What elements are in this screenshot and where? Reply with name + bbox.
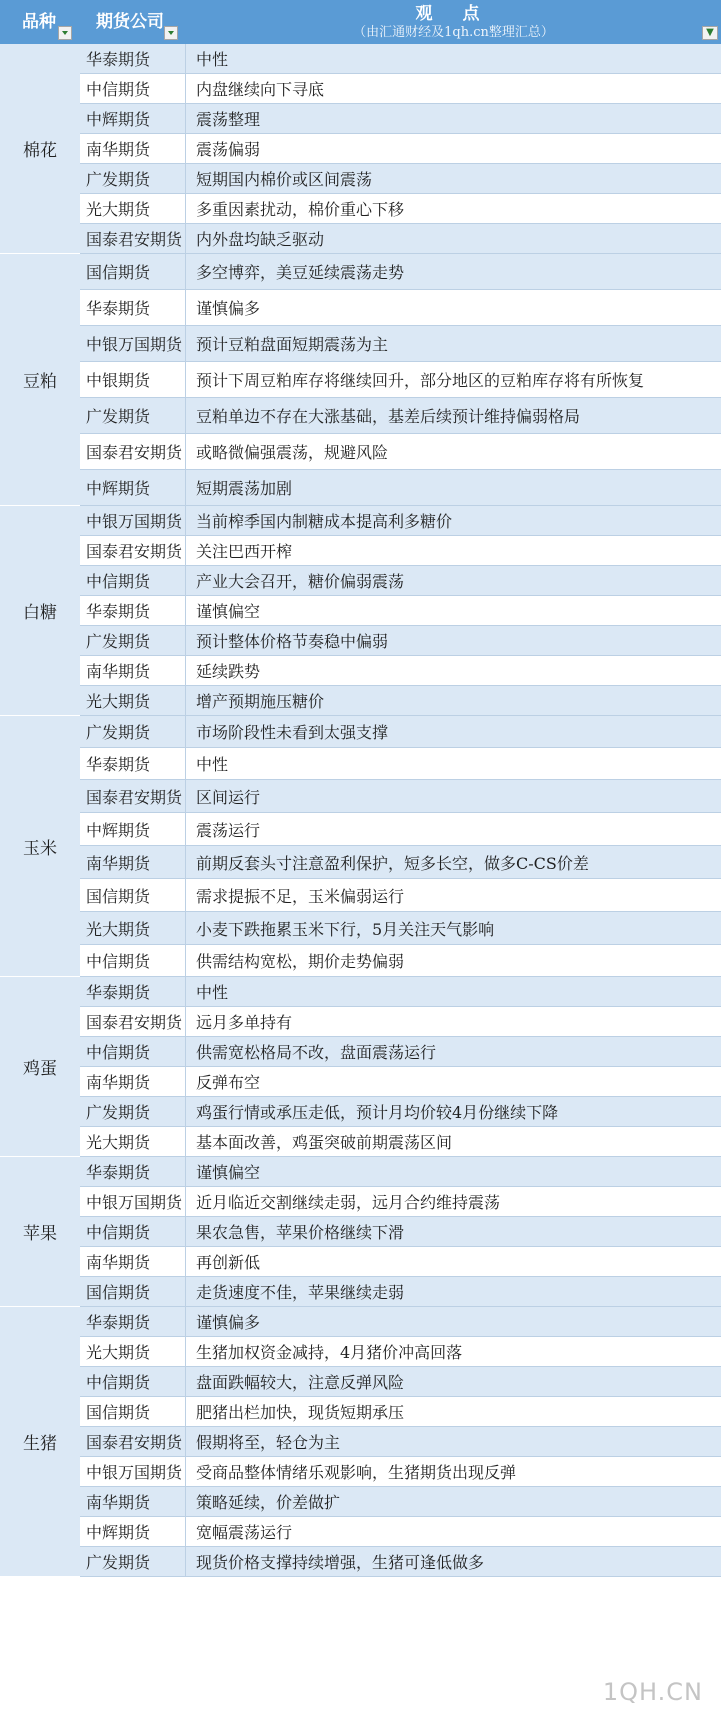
view-cell: 供需宽松格局不改，盘面震荡运行 [196,1043,437,1062]
view-cell: 多重因素扰动，棉价重心下移 [196,200,405,219]
view-cell: 中性 [196,50,229,69]
view-cell: 盘面跌幅较大，注意反弹风险 [196,1373,405,1392]
company-cell: 华泰期货 [80,44,186,73]
company-cell: 南华期货 [80,1247,186,1276]
company-cell: 广发期货 [80,626,186,655]
company-cell: 华泰期货 [80,977,186,1006]
company-cell: 国泰君安期货 [80,1007,186,1036]
view-cell: 豆粕单边不存在大涨基础，基差后续预计维持偏弱格局 [196,407,581,426]
table-row [80,1067,721,1097]
table-row [80,1217,721,1247]
view-cell: 宽幅震荡运行 [196,1523,293,1542]
company-cell: 国信期货 [80,1397,186,1426]
company-cell: 中银期货 [80,362,186,397]
table-row [80,254,721,290]
company-cell: 中银万国期货 [80,326,186,361]
table-row [80,716,721,748]
company-cell: 国泰君安期货 [80,434,186,469]
table-row [80,813,721,846]
table-row [80,44,721,74]
view-cell: 关注巴西开榨 [196,542,293,561]
view-cell: 供需结构宽松，期价走势偏弱 [196,952,405,971]
table-row [80,506,721,536]
table-row [80,596,721,626]
view-cell: 前期反套头寸注意盈利保护，短多长空，做多C-CS价差 [196,853,589,873]
view-cell: 预计豆粕盘面短期震荡为主 [196,335,389,354]
company-cell: 中银万国期货 [80,1187,186,1216]
view-cell: 假期将至，轻仓为主 [196,1433,341,1452]
variety-cell: 鸡蛋 [0,977,80,1157]
table-row [80,164,721,194]
view-cell: 近月临近交割继续走弱，远月合约维持震荡 [196,1193,501,1212]
company-cell: 光大期货 [80,1337,186,1366]
table-row [80,748,721,780]
view-cell: 谨慎偏多 [196,1313,261,1332]
view-cell: 果农急售，苹果价格继续下滑 [196,1223,405,1242]
table-row [80,1157,721,1187]
table-row [80,1517,721,1547]
table-row [80,1547,721,1577]
table-row [80,912,721,945]
view-cell: 受商品整体情绪乐观影响，生猪期货出现反弹 [196,1463,517,1482]
company-cell: 中辉期货 [80,1517,186,1546]
view-cell: 谨慎偏多 [196,299,261,318]
table-row [80,536,721,566]
view-cell: 走货速度不佳，苹果继续走弱 [196,1283,405,1302]
company-cell: 光大期货 [80,1127,186,1156]
view-cell: 肥猪出栏加快，现货短期承压 [196,1403,405,1422]
company-cell: 广发期货 [80,716,186,747]
table-row [80,1277,721,1307]
variety-header-cell [0,0,80,44]
company-cell: 华泰期货 [80,1307,186,1336]
view-filter-funnel-icon[interactable]: ▼ [702,26,718,40]
company-cell: 南华期货 [80,1487,186,1516]
company-cell: 中信期货 [80,1367,186,1396]
view-cell: 震荡偏弱 [196,140,261,159]
view-cell: 产业大会召开，糖价偏弱震荡 [196,572,405,591]
table-row [80,224,721,254]
company-cell: 中辉期货 [80,104,186,133]
view-cell: 区间运行 [196,787,261,807]
company-cell: 华泰期货 [80,748,186,779]
company-cell: 中辉期货 [80,470,186,505]
company-cell: 中信期货 [80,74,186,103]
table-row [80,780,721,813]
variety-cell: 棉花 [0,44,80,254]
view-cell: 生猪加权资金减持，4月猪价冲高回落 [196,1343,463,1362]
table-row [80,290,721,326]
company-cell: 国泰君安期货 [80,780,186,812]
table-row [80,879,721,912]
company-cell: 广发期货 [80,164,186,193]
table-row [80,1457,721,1487]
company-cell: 华泰期货 [80,1157,186,1186]
table-row [80,1097,721,1127]
table-row [80,1397,721,1427]
variety-cell: 玉米 [0,716,80,977]
view-cell: 或略微偏强震荡，规避风险 [196,443,389,462]
company-cell: 广发期货 [80,1547,186,1576]
company-cell: 国信期货 [80,879,186,911]
view-cell: 再创新低 [196,1253,261,1272]
table-row [80,1007,721,1037]
table-row [80,846,721,879]
variety-cell: 生猪 [0,1307,80,1577]
view-cell: 震荡运行 [196,820,261,840]
company-cell: 国信期货 [80,254,186,289]
view-cell: 基本面改善，鸡蛋突破前期震荡区间 [196,1133,453,1152]
table-row [80,1187,721,1217]
view-cell: 短期国内棉价或区间震荡 [196,170,373,189]
table-row [80,1127,721,1157]
company-header-label: 期货公司 [96,12,164,32]
table-row [80,74,721,104]
table-row [80,104,721,134]
table-row [80,1247,721,1277]
view-cell: 现货价格支撑持续增强，生猪可逢低做多 [196,1553,485,1572]
company-filter-dropdown-icon[interactable] [164,26,178,40]
company-cell: 光大期货 [80,686,186,715]
company-cell: 广发期货 [80,398,186,433]
table-row [80,656,721,686]
company-cell: 国泰君安期货 [80,1427,186,1456]
company-cell: 中信期货 [80,566,186,595]
view-cell: 内外盘均缺乏驱动 [196,230,325,249]
view-cell: 策略延续，价差做扩 [196,1493,341,1512]
view-cell: 需求提振不足，玉米偏弱运行 [196,886,405,906]
company-cell: 南华期货 [80,846,186,878]
table-row [80,194,721,224]
table-row [80,686,721,716]
company-cell: 中银万国期货 [80,506,186,535]
view-cell: 增产预期施压糖价 [196,692,325,711]
table-row [80,1487,721,1517]
table-row [80,434,721,470]
company-cell: 华泰期货 [80,290,186,325]
variety-cell: 白糖 [0,506,80,716]
variety-cell: 豆粕 [0,254,80,506]
company-cell: 广发期货 [80,1097,186,1126]
view-cell: 市场阶段性未看到太强支撑 [196,723,389,742]
view-cell: 谨慎偏空 [196,602,261,621]
table-row [80,326,721,362]
table-row [80,1037,721,1067]
view-cell: 谨慎偏空 [196,1163,261,1182]
table-row [80,1427,721,1457]
view-cell: 多空博弈，美豆延续震荡走势 [196,263,405,282]
view-cell: 鸡蛋行情或承压走低，预计月均价较4月份继续下降 [196,1103,559,1122]
table-row [80,398,721,434]
view-cell: 小麦下跌拖累玉米下行，5月关注天气影响 [196,919,495,939]
table-row [80,626,721,656]
view-cell: 短期震荡加剧 [196,479,293,498]
view-cell: 预计下周豆粕库存将继续回升，部分地区的豆粕库存将有所恢复 [196,371,645,390]
view-cell: 中性 [196,755,229,774]
table-row [80,470,721,506]
company-cell: 中信期货 [80,1037,186,1066]
table-header [0,0,721,44]
watermark-logo: 1QH.CN [602,1678,703,1706]
view-cell: 预计整体价格节奏稳中偏弱 [196,632,389,651]
variety-filter-dropdown-icon[interactable] [58,26,72,40]
company-cell: 国信期货 [80,1277,186,1306]
view-cell: 当前榨季国内制糖成本提高利多糖价 [196,512,453,531]
table-row [80,1337,721,1367]
company-cell: 南华期货 [80,1067,186,1096]
company-cell: 华泰期货 [80,596,186,625]
company-cell: 中辉期货 [80,813,186,845]
table-row [80,362,721,398]
table-row [80,134,721,164]
company-cell: 光大期货 [80,194,186,223]
table-row [80,566,721,596]
view-header-subtitle: （由汇通财经及1qh.cn整理汇总） [353,25,554,40]
view-cell: 反弹布空 [196,1073,261,1092]
view-cell: 远月多单持有 [196,1013,293,1032]
company-cell: 国泰君安期货 [80,536,186,565]
view-cell: 内盘继续向下寻底 [196,80,325,99]
company-cell: 中信期货 [80,945,186,976]
table-row [80,1367,721,1397]
company-cell: 中银万国期货 [80,1457,186,1486]
table-row [80,945,721,977]
table-row [80,977,721,1007]
company-cell: 光大期货 [80,912,186,944]
company-cell: 南华期货 [80,134,186,163]
view-header-label: 观 点 [415,4,492,24]
company-cell: 中信期货 [80,1217,186,1246]
variety-header-label: 品种 [22,12,56,32]
company-cell: 国泰君安期货 [80,224,186,253]
variety-cell: 苹果 [0,1157,80,1307]
company-header-cell [80,0,186,44]
view-cell: 中性 [196,983,229,1002]
table-row [80,1307,721,1337]
company-cell: 南华期货 [80,656,186,685]
view-cell: 延续跌势 [196,662,261,681]
view-cell: 震荡整理 [196,110,261,129]
